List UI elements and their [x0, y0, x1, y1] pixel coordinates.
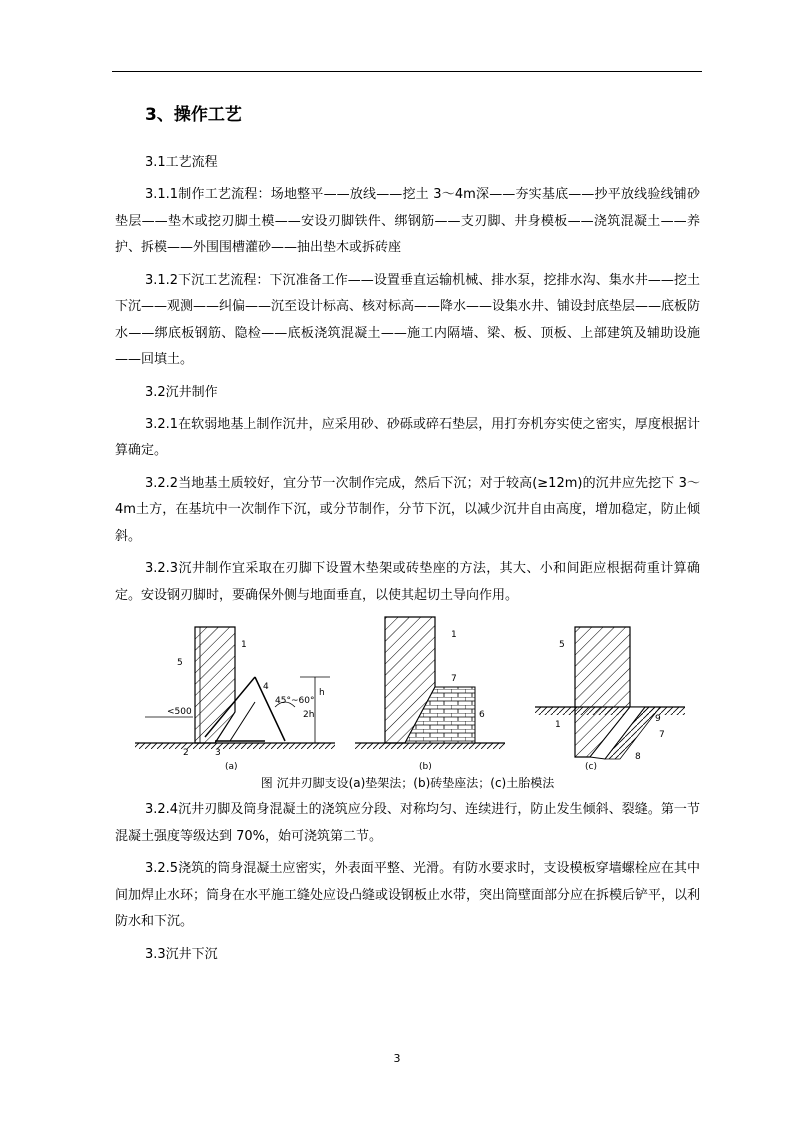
- label-a-1: 1: [241, 640, 247, 650]
- label-c-title: (c): [585, 762, 597, 772]
- label-a-2: 2: [183, 748, 189, 758]
- label-c-8: 8: [635, 752, 641, 762]
- label-b-7: 7: [451, 674, 457, 684]
- caisson-cutting-edge-figure: [115, 617, 700, 772]
- label-a-3: 3: [215, 748, 221, 758]
- subsection-title-3-3: 3.3沉井下沉: [145, 946, 218, 962]
- label-a-h: h: [319, 688, 325, 698]
- label-c-9: 9: [655, 714, 661, 724]
- label-a-5: 5: [177, 658, 183, 668]
- page-number: 3: [393, 1052, 401, 1065]
- paragraph-3-2-5: 3.2.5浇筑的筒身混凝土应密实，外表面平整、光滑。有防水要求时，支设模板穿墙螺栓应在其中间加焊止水环；筒身在水平施工缝处应设凸缝或设钢板止水带，突出筒壁面部分应在拆模后铲平，以利防水和下沉。: [115, 861, 701, 929]
- label-a-less-500: <500: [167, 707, 192, 717]
- label-b-1: 1: [451, 630, 457, 640]
- label-b-6: 6: [479, 710, 485, 720]
- header-rule: [112, 71, 702, 72]
- label-c-1: 1: [555, 720, 561, 730]
- label-b-title: (b): [419, 762, 432, 772]
- paragraph-3-1-1: 3.1.1制作工艺流程：场地整平——放线——挖土 3～4m深——夯实基底——抄平放线验线铺砂垫层——垫木或挖刃脚土模——安设刃脚铁件、绑钢筋——支刃脚、井身模板——浇筑混凝土——养护、拆模——外围围槽灌砂——抽出垫木或拆砖座: [115, 187, 700, 255]
- label-c-7: 7: [659, 730, 665, 740]
- paragraph-3-1-2: 3.1.2下沉工艺流程：下沉准备工作——设置垂直运输机械、排水泵，挖排水沟、集水井——挖土下沉——观测——纠偏——沉至设计标高、核对标高——降水——设集水井、铺设封底垫层——底板防水——绑底板钢筋、隐检——底板浇筑混凝土——施工内隔墙、梁、板、顶板、上部建筑及辅助设施——回填土。: [115, 272, 701, 367]
- label-c-5: 5: [559, 640, 565, 650]
- paragraph-3-2-2: 3.2.2当地基土质较好，宜分节一次制作完成，然后下沉；对于较高(≥12m)的沉井应先挖下 3～4m土方，在基坑中一次制作下沉，或分节制作，分节下沉，以减少沉井自由高度，增加稳定，防止倾斜。: [115, 475, 700, 544]
- label-a-2h: 2h: [303, 710, 315, 720]
- figure-caption: 图 沉井刃脚支设(a)垫架法；(b)砖垫座法；(c)土胎模法: [260, 776, 555, 790]
- subsection-title-3-1: 3.1工艺流程: [145, 155, 218, 170]
- figure-drawing: [115, 617, 700, 772]
- label-a-title: (a): [225, 762, 238, 772]
- label-a-angle: 45°~60°: [275, 696, 315, 706]
- paragraph-3-2-3: 3.2.3沉井制作宜采取在刃脚下设置木垫架或砖垫座的方法，其大、小和间距应根据荷重计算确定。安设钢刃脚时，要确保外侧与地面垂直，以使其起切土导向作用。: [115, 561, 700, 603]
- document-body: [115, 102, 700, 974]
- paragraph-3-2-1: 3.2.1在软弱地基上制作沉井，应采用砂、砂砾或碎石垫层，用打夯机夯实使之密实，厚度根据计算确定。: [115, 416, 700, 458]
- label-a-4: 4: [263, 682, 269, 692]
- subsection-title-3-2: 3.2沉井制作: [145, 384, 218, 400]
- diagram-a: [135, 627, 335, 772]
- paragraph-3-2-4: 3.2.4沉井刃脚及筒身混凝土的浇筑应分段、对称均匀、连续进行，防止发生倾斜、裂缝。第一节混凝土强度等级达到 70%，始可浇筑第二节。: [115, 802, 700, 844]
- diagram-c: [535, 627, 685, 772]
- diagram-b: [355, 617, 505, 772]
- section-heading: 3、操作工艺: [145, 105, 242, 125]
